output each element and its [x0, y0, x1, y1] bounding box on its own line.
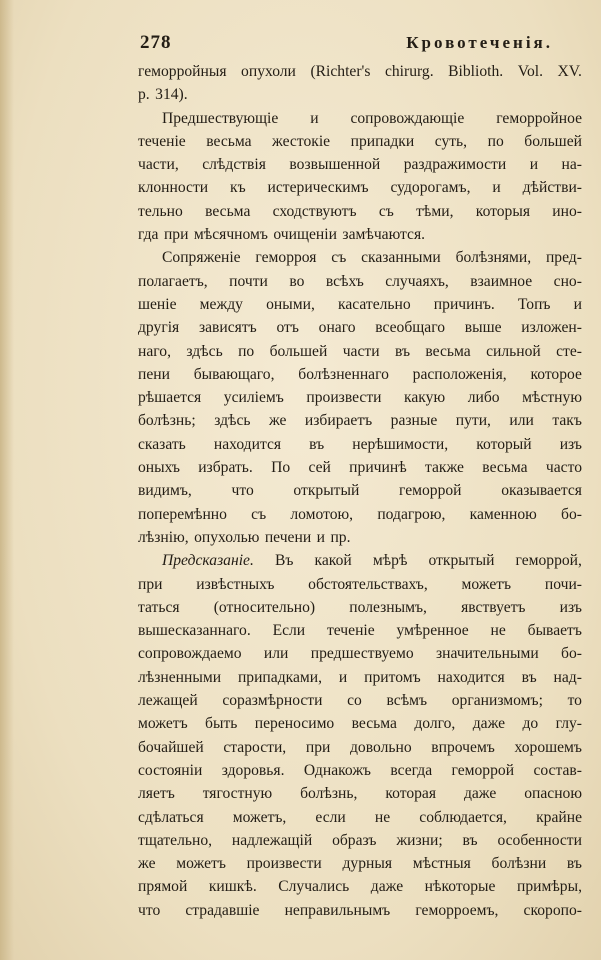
text-line — [138, 223, 582, 246]
word: страдавшіе — [185, 901, 260, 919]
text-line — [138, 293, 582, 316]
word: другія — [138, 319, 180, 337]
word: весьма — [351, 715, 397, 733]
word: которыя — [475, 202, 531, 220]
word: теченіе — [326, 622, 375, 640]
word: переносимо — [254, 715, 335, 733]
word: геморроя — [255, 249, 317, 267]
word: печени — [264, 528, 312, 546]
word: умѣренное — [396, 622, 469, 640]
word: наго, — [138, 342, 171, 360]
word: пр. — [330, 528, 351, 546]
word: сильной — [486, 342, 541, 360]
word: тѣми, — [416, 202, 454, 220]
text-line — [138, 573, 582, 596]
word: крайне — [536, 808, 582, 826]
text-line — [138, 526, 582, 549]
word: хорошемъ — [514, 738, 582, 756]
word: шеніе — [138, 295, 177, 313]
word: и — [310, 109, 319, 127]
word: теченіе — [138, 132, 186, 150]
word: Однакожъ — [303, 761, 371, 779]
text-line — [138, 246, 582, 269]
text-line — [138, 340, 582, 363]
text-line — [138, 316, 582, 339]
word: части, — [138, 156, 179, 174]
word: впрочемъ — [431, 738, 495, 756]
word: изложен- — [521, 319, 582, 337]
word: бо- — [561, 505, 582, 523]
word: chirurg. — [384, 63, 434, 80]
word: усиліемъ — [223, 389, 284, 407]
word: геморройное — [496, 109, 582, 127]
word: въ — [394, 342, 411, 360]
word: находится — [437, 668, 505, 686]
word: припадки — [350, 132, 415, 150]
word: часто — [545, 459, 582, 477]
text-line — [138, 782, 582, 805]
text-line — [138, 200, 582, 223]
word: XV. — [557, 63, 582, 80]
word: сте- — [556, 342, 582, 360]
text-line — [138, 759, 582, 782]
word: тельно — [138, 202, 183, 220]
word: раздражимости — [403, 156, 507, 174]
word: пред- — [545, 249, 582, 267]
word: такъ — [552, 412, 582, 430]
word: Biblioth. — [448, 63, 504, 80]
word: ломотою, — [290, 505, 354, 523]
word: причинъ. — [433, 295, 495, 313]
word: мѣсячномъ — [193, 226, 268, 244]
word: довольно — [350, 738, 412, 756]
word: опасною — [524, 785, 582, 803]
word: открытый — [428, 552, 495, 570]
word: жестокіе — [272, 132, 331, 150]
word: долго, — [414, 715, 456, 733]
word: же — [268, 412, 287, 430]
word: до — [522, 715, 539, 733]
word: по — [238, 342, 255, 360]
word: припадками, — [237, 668, 322, 686]
word: (относительно) — [213, 598, 316, 616]
word: также — [424, 459, 464, 477]
word: мѣрѣ — [372, 552, 408, 570]
running-title: Кровотеченія. — [406, 33, 553, 52]
word: весьма — [206, 132, 252, 150]
word: сопровождающіе — [350, 109, 465, 127]
text-line — [138, 479, 582, 502]
word: над- — [553, 668, 582, 686]
word: тщательно, — [138, 831, 213, 849]
word: который — [476, 435, 532, 453]
word: съ — [331, 249, 347, 267]
word: сказанными — [361, 249, 441, 267]
word: опухолью — [194, 528, 260, 546]
word: бываетъ — [527, 622, 582, 640]
word: болѣзнь; — [138, 412, 196, 430]
text-line — [138, 60, 582, 83]
word: даже — [463, 785, 497, 803]
word: лежащей — [138, 692, 198, 710]
word: взаимное — [470, 272, 533, 290]
word: сходствуютъ — [272, 202, 357, 220]
word: при — [305, 738, 331, 756]
word: мѣстную — [522, 389, 582, 407]
text-line — [138, 899, 582, 922]
text-line — [138, 456, 582, 479]
word: и — [492, 179, 501, 197]
word: вышесказаннаго. — [138, 622, 251, 640]
word: въ — [521, 668, 537, 686]
text-line — [138, 642, 582, 665]
word: организмомъ; — [451, 692, 543, 710]
word: всѣхъ — [325, 272, 364, 290]
word: рѣшается — [138, 389, 202, 407]
word: клонности — [138, 179, 209, 197]
word: даже — [370, 878, 404, 896]
text-line — [138, 386, 582, 409]
page-spine-shadow — [0, 0, 14, 960]
word: геморрой, — [515, 552, 582, 570]
word: 314). — [155, 86, 188, 104]
word: обстоятельствахъ, — [308, 575, 428, 593]
word: дурныя — [342, 855, 392, 873]
text-line — [138, 852, 582, 875]
word: которая — [385, 785, 437, 803]
word: (Richter's — [310, 63, 371, 80]
word: Если — [272, 622, 306, 640]
body-text — [138, 60, 582, 922]
word: въ — [566, 855, 582, 873]
word: Предшествующіе — [162, 109, 279, 127]
word: особенности — [497, 831, 582, 849]
word: Въ — [274, 552, 294, 570]
word: и — [573, 295, 582, 313]
word: случаяхъ, — [385, 272, 449, 290]
text-line — [138, 712, 582, 735]
page-number: 278 — [140, 32, 172, 53]
word: или — [263, 645, 289, 663]
word: сопровождаемо — [138, 645, 242, 663]
text-line — [138, 806, 582, 829]
word: большей — [269, 342, 328, 360]
text-line — [138, 736, 582, 759]
word: бо- — [561, 645, 582, 663]
word: весьма — [482, 459, 528, 477]
word: прямой — [138, 878, 188, 896]
word: тягостную — [202, 785, 273, 803]
word: предшествуемо — [310, 645, 414, 663]
word: же — [138, 855, 156, 873]
word: здѣсь — [214, 412, 251, 430]
word: замѣчаются. — [342, 226, 426, 244]
word: бочайшей — [138, 738, 204, 756]
word: судорогамъ, — [390, 179, 471, 197]
word: не — [374, 808, 391, 826]
word: что — [138, 901, 161, 919]
text-line — [138, 666, 582, 689]
word: состав- — [533, 761, 582, 779]
word: здѣсь — [186, 342, 223, 360]
word: въ — [309, 435, 325, 453]
word: съ — [251, 505, 267, 523]
word: подагрою, — [377, 505, 446, 523]
word: болѣзнь, — [300, 785, 358, 803]
word: части — [342, 342, 380, 360]
word: со — [347, 692, 362, 710]
word: геморроемъ, — [415, 901, 499, 919]
word: надлежащій — [231, 831, 313, 849]
word: каменною — [469, 505, 537, 523]
word: глу- — [555, 715, 582, 733]
word: находится — [213, 435, 282, 453]
word: поперемѣнно — [138, 505, 227, 523]
word: Случались — [278, 878, 350, 896]
text-line — [138, 83, 582, 106]
word: Сопряженіе — [162, 249, 241, 267]
word: не — [490, 622, 506, 640]
word: Vol. — [517, 63, 543, 80]
word: либо — [467, 389, 500, 407]
word: неправильнымъ — [284, 901, 391, 919]
word: по — [487, 132, 504, 150]
word: избираетъ — [304, 412, 373, 430]
word: ино- — [552, 202, 582, 220]
text-line — [138, 130, 582, 153]
word: и — [338, 668, 348, 686]
word: расположенія, — [412, 365, 507, 383]
word: и — [316, 528, 325, 546]
text-line — [138, 596, 582, 619]
word: примѣры, — [516, 878, 582, 896]
word: отъ — [276, 319, 299, 337]
word: скоропо- — [523, 901, 582, 919]
word: очищеніи — [273, 226, 337, 244]
word: сдѣлаться — [138, 808, 204, 826]
word: значительными — [436, 645, 539, 663]
word: оными, — [266, 295, 315, 313]
text-line — [138, 363, 582, 386]
word: сно- — [553, 272, 582, 290]
text-line — [138, 549, 582, 572]
word: таться — [138, 598, 180, 616]
text-line — [138, 433, 582, 456]
word: p. — [138, 86, 150, 104]
word: полагаетъ, — [138, 272, 208, 290]
word: видимъ, — [138, 482, 192, 500]
text-line — [138, 503, 582, 526]
word: кишкѣ. — [208, 878, 257, 896]
word: или — [509, 412, 534, 430]
word: болѣзненнаго — [298, 365, 389, 383]
word: то — [567, 692, 582, 710]
word: опухоли — [241, 63, 296, 80]
word: на- — [561, 156, 582, 174]
word: которое — [530, 365, 582, 383]
word: и — [529, 156, 539, 174]
word: геморройныя — [138, 63, 227, 80]
word: геморрой — [451, 761, 515, 779]
word: мѣстныя — [412, 855, 471, 873]
word: при — [138, 575, 163, 593]
word: притомъ — [364, 668, 421, 686]
text-line — [138, 176, 582, 199]
word: лѣзнію, — [138, 528, 189, 546]
text-line — [138, 875, 582, 898]
word: соразмѣрности — [222, 692, 323, 710]
word: Топъ — [517, 295, 551, 313]
text-line — [138, 270, 582, 293]
word: сказать — [138, 435, 186, 453]
word: возвышенной — [289, 156, 381, 174]
text-line — [138, 829, 582, 852]
word: всегда — [390, 761, 433, 779]
word: По — [271, 459, 291, 477]
word: разные — [390, 412, 438, 430]
word: произвести — [306, 389, 382, 407]
word: изъ — [559, 598, 582, 616]
word: всѣмъ — [386, 692, 428, 710]
word: можетъ — [461, 575, 512, 593]
page-header — [140, 32, 553, 54]
word: зависятъ — [198, 319, 257, 337]
word: суть, — [434, 132, 468, 150]
word: избрать. — [198, 459, 253, 477]
word: между — [199, 295, 243, 313]
word: нѣкоторые — [424, 878, 496, 896]
word: почи- — [544, 575, 582, 593]
word: образъ — [332, 831, 377, 849]
word: въ — [462, 831, 478, 849]
text-line — [138, 409, 582, 432]
word: здоровья. — [221, 761, 285, 779]
word: гда — [138, 226, 159, 244]
word: пени — [138, 365, 170, 383]
word: жизни; — [396, 831, 443, 849]
word: при — [163, 226, 189, 244]
word: почти — [229, 272, 268, 290]
word: если — [315, 808, 346, 826]
word: выше — [464, 319, 502, 337]
text-line — [138, 619, 582, 642]
word: бывающаго, — [193, 365, 275, 383]
word: старости, — [223, 738, 287, 756]
word: дѣйстви- — [522, 179, 582, 197]
word: истерическимъ — [267, 179, 369, 197]
word: онаго — [318, 319, 356, 337]
word: всеобщаго — [375, 319, 446, 337]
word: весьма — [425, 342, 471, 360]
word: пути, — [455, 412, 491, 430]
word: изъ — [559, 435, 582, 453]
word: полезнымъ, — [349, 598, 427, 616]
word: извѣстныхъ — [196, 575, 275, 593]
word: сей — [308, 459, 331, 477]
word: причинѣ — [349, 459, 407, 477]
word: можетъ — [138, 715, 188, 733]
word: соблюдается, — [419, 808, 507, 826]
word: лѣзненными — [138, 668, 222, 686]
word: касательно — [337, 295, 411, 313]
word: къ — [230, 179, 246, 197]
word: состояніи — [138, 761, 203, 779]
word: болѣзнями, — [455, 249, 532, 267]
text-line — [138, 153, 582, 176]
text-line — [138, 689, 582, 712]
word: съ — [378, 202, 394, 220]
word: слѣдствія — [202, 156, 266, 174]
word: весьма — [205, 202, 251, 220]
word: геморрой — [399, 482, 462, 500]
word: какой — [314, 552, 352, 570]
word: оказывается — [501, 482, 582, 500]
word: какую — [404, 389, 446, 407]
word: даже — [472, 715, 506, 733]
word: болѣзни — [491, 855, 547, 873]
word: оныхъ — [138, 459, 180, 477]
word: явствуетъ — [461, 598, 526, 616]
word: Предсказаніе. — [162, 552, 254, 570]
word: произвести — [246, 855, 322, 873]
word: открытый — [293, 482, 360, 500]
word: быть — [205, 715, 238, 733]
word: большей — [524, 132, 582, 150]
word: во — [289, 272, 305, 290]
word: что — [231, 482, 254, 500]
word: можетъ — [176, 855, 226, 873]
word: ляетъ — [138, 785, 175, 803]
word: можетъ, — [232, 808, 287, 826]
text-line — [138, 107, 582, 130]
word: нерѣшимости, — [352, 435, 449, 453]
